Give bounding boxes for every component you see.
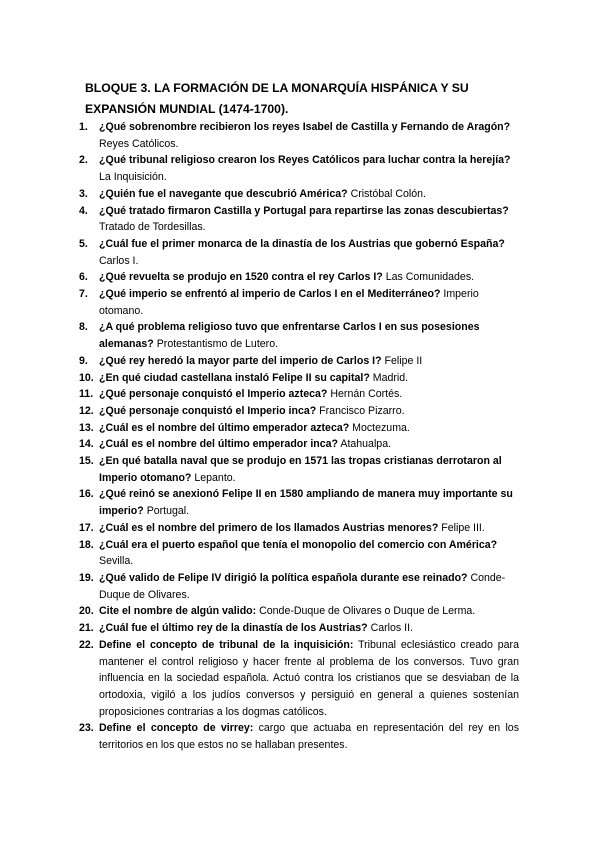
question-body — [99, 286, 519, 319]
question-text: ¿Qué reinó se anexionó Felipe II en 1580 ampliando de manera muy importante su imperio? — [99, 488, 513, 518]
answer-text: Felipe II — [384, 354, 423, 367]
question-text: ¿Quién fue el navegante que descubrió América? — [99, 187, 348, 200]
question-item — [79, 386, 519, 403]
answer-text: Francisco Pizarro. — [319, 404, 405, 417]
answer-text: Imperio otomano. — [99, 288, 479, 317]
question-body — [99, 570, 519, 603]
question-number: 7. — [79, 288, 88, 301]
answer-text: Tribunal eclesiástico creado para mantener el control religioso y hacer frente al problema de los conversos. Tuvo gran influencia en la sociedad española. Actuó contra los cristianos que se desviaban de la ortodoxia, vigiló a los judíos conversos y persiguió en general a quienes sostenían proposiciones contrarias a los dogmas católicos. — [99, 638, 519, 718]
answer-text: Madrid. — [372, 371, 409, 384]
answer-text: Sevilla. — [99, 555, 134, 568]
question-body — [99, 152, 519, 185]
question-text: ¿Cuál fue el último rey de la dinastía de los Austrias? — [99, 622, 368, 635]
question-number: 18. — [79, 538, 94, 551]
question-number: 4. — [79, 204, 88, 217]
question-item — [79, 269, 519, 286]
answer-text: Atahualpa. — [340, 438, 392, 451]
question-item — [79, 353, 519, 370]
question-number: 12. — [79, 404, 94, 417]
question-item — [79, 603, 519, 620]
question-text: Define el concepto de virrey: — [99, 722, 254, 735]
answer-text: Cristóbal Colón. — [350, 187, 426, 200]
question-body — [99, 353, 519, 370]
answer-text: Moctezuma. — [352, 421, 410, 434]
question-number: 3. — [79, 187, 88, 200]
question-number: 2. — [79, 154, 88, 167]
question-text: ¿Qué revuelta se produjo en 1520 contra el rey Carlos I? — [99, 271, 383, 284]
question-text: ¿Qué personaje conquistó el Imperio azteca? — [99, 388, 328, 401]
question-body — [99, 453, 519, 486]
question-body — [99, 637, 519, 721]
question-item — [79, 186, 519, 203]
question-text: ¿Qué valido de Felipe IV dirigió la política española durante ese reinado? — [99, 571, 468, 584]
question-text: Define el concepto de tribunal de la inquisición: — [99, 638, 354, 651]
question-item — [79, 520, 519, 537]
question-item — [79, 420, 519, 437]
question-item — [79, 286, 519, 319]
question-item — [79, 370, 519, 387]
answer-text: Hernán Cortés. — [330, 388, 403, 401]
answer-text: Reyes Católicos. — [99, 137, 179, 150]
answer-text: La Inquisición. — [99, 171, 167, 184]
question-item — [79, 152, 519, 185]
question-number: 5. — [79, 237, 88, 250]
question-text: ¿Cuál era el puerto español que tenía el monopolio del comercio con América? — [99, 538, 498, 551]
question-text: ¿Cuál es el nombre del último emperador azteca? — [99, 421, 350, 434]
question-body — [99, 386, 519, 403]
question-body — [99, 537, 519, 570]
answer-text: Las Comunidades. — [385, 271, 475, 284]
answer-text: Felipe III. — [441, 521, 485, 534]
question-body — [99, 720, 519, 753]
question-number: 1. — [79, 121, 88, 133]
question-body — [99, 203, 519, 236]
question-number: 16. — [79, 488, 94, 501]
question-text: ¿Qué imperio se enfrentó al imperio de Carlos I en el Mediterráneo? — [99, 288, 441, 301]
question-number: 8. — [79, 321, 88, 334]
question-list — [79, 119, 519, 754]
question-body — [99, 620, 519, 637]
question-number: 19. — [79, 571, 94, 584]
question-body — [99, 603, 519, 620]
question-item — [79, 620, 519, 637]
question-item — [79, 637, 519, 721]
question-text: ¿Cuál es el nombre del último emperador inca? — [99, 438, 339, 451]
question-item — [79, 486, 519, 519]
question-text: Cite el nombre de algún valido: — [99, 605, 257, 618]
question-body — [99, 403, 519, 420]
question-text: ¿Qué sobrenombre recibieron los reyes Isabel de Castilla y Fernando de Aragón? — [99, 121, 511, 133]
answer-text: Protestantismo de Lutero. — [156, 338, 279, 351]
answer-text: Lepanto. — [194, 471, 236, 484]
question-number: 23. — [79, 722, 94, 735]
question-text: ¿Qué personaje conquistó el Imperio inca? — [99, 404, 317, 417]
question-number: 21. — [79, 622, 94, 635]
question-body — [99, 520, 519, 537]
question-number: 17. — [79, 521, 94, 534]
question-text: ¿En qué ciudad castellana instaló Felipe II su capital? — [99, 371, 370, 384]
answer-text: Conde-Duque de Olivares. — [99, 571, 506, 601]
question-item — [79, 319, 519, 352]
question-body — [99, 319, 519, 352]
question-body — [99, 186, 519, 203]
question-body — [99, 486, 519, 519]
question-body — [99, 436, 519, 453]
question-number: 9. — [79, 354, 88, 367]
question-text: ¿A qué problema religioso tuvo que enfrentarse Carlos I en sus posesiones alemanas? — [99, 321, 480, 351]
question-item — [79, 570, 519, 603]
question-number: 10. — [79, 371, 94, 384]
answer-text: Conde-Duque de Olivares o Duque de Lerma. — [259, 605, 476, 618]
question-number: 22. — [79, 638, 94, 651]
question-item — [79, 119, 519, 152]
question-item — [79, 203, 519, 236]
question-item — [79, 537, 519, 570]
question-text: ¿Qué tribunal religioso crearon los Reyes Católicos para luchar contra la herejía? — [99, 154, 511, 167]
question-item — [79, 403, 519, 420]
question-number: 14. — [79, 438, 94, 451]
question-body — [99, 370, 519, 387]
question-text: ¿Cuál es el nombre del primero de los llamados Austrias menores? — [99, 521, 439, 534]
question-item — [79, 436, 519, 453]
page-title: BLOQUE 3. LA FORMACIÓN DE LA MONARQUÍA HISPÁNICA Y SU EXPANSIÓN MUNDIAL (1474-1700). — [85, 81, 469, 117]
answer-text: Tratado de Tordesillas. — [99, 221, 206, 234]
question-item — [79, 236, 519, 269]
question-number: 6. — [79, 271, 88, 284]
question-text: ¿Cuál fue el primer monarca de la dinastía de los Austrias que gobernó España? — [99, 237, 505, 250]
question-body — [99, 236, 519, 269]
question-number: 20. — [79, 605, 94, 618]
answer-text: Portugal. — [146, 505, 190, 518]
question-number: 15. — [79, 455, 94, 468]
question-item — [79, 453, 519, 486]
answer-text: Carlos II. — [370, 622, 413, 635]
question-body — [99, 420, 519, 437]
question-text: ¿En qué batalla naval que se produjo en 1571 las tropas cristianas derrotaron al Imperio otomano? — [99, 455, 502, 484]
question-number: 11. — [79, 388, 94, 401]
question-text: ¿Qué rey heredó la mayor parte del imperio de Carlos I? — [99, 354, 382, 367]
question-number: 13. — [79, 421, 94, 434]
question-text: ¿Qué tratado firmaron Castilla y Portugal para repartirse las zonas descubiertas? — [99, 204, 509, 217]
question-body — [99, 269, 519, 286]
answer-text: Carlos I. — [99, 254, 139, 267]
question-item — [79, 720, 519, 753]
question-body — [99, 119, 519, 152]
answer-text: cargo que actuaba en representación del rey en los territorios en los que estos no se hallaban presentes. — [99, 722, 519, 752]
